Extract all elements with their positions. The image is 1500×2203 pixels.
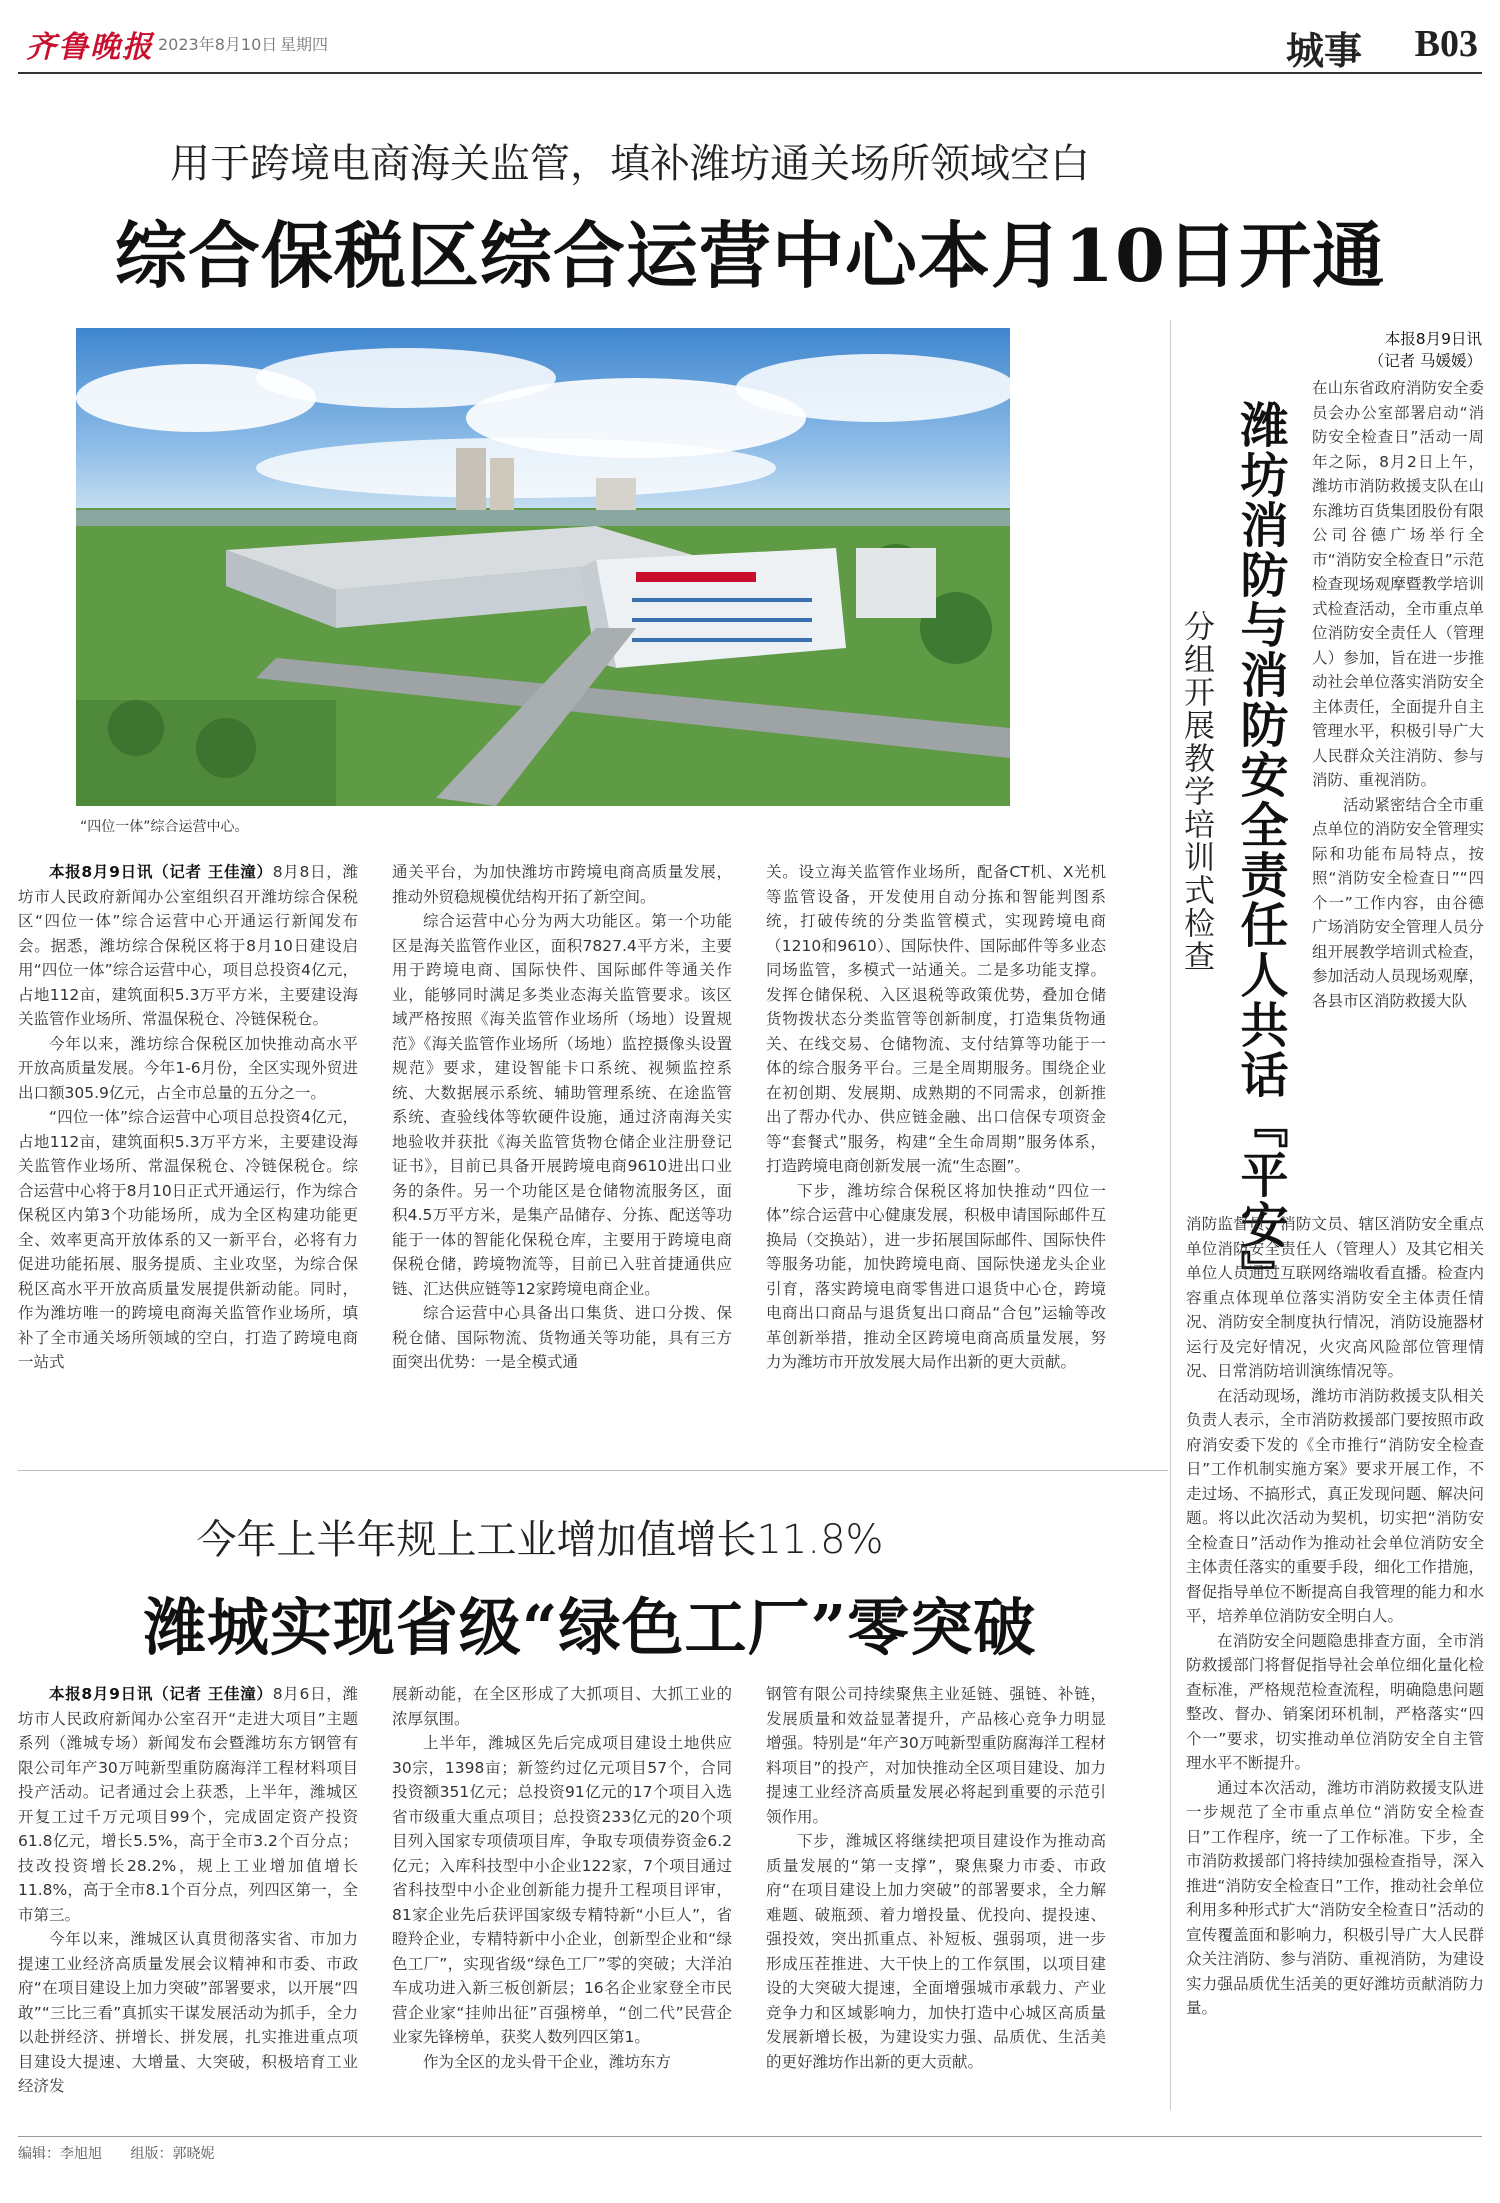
column-divider xyxy=(1170,320,1171,2110)
article2-column-2 xyxy=(392,1682,732,2122)
article1-column-2 xyxy=(392,860,732,1450)
page-footer xyxy=(18,2136,1482,2163)
paragraph: 上半年，潍城区先后完成项目建设土地供应30宗，1398亩；新签约过亿元项目57个，合同投资额351亿元；总投资91亿元的17个项目入选省市级重大重点项目；总投资233亿元的20个项目列入国家专项债项目库，争取专项债券资金6.2亿元；入库科技型中小企业122家，7个项目通过省科技型中小企业创新能力提升工程项目评审，81家企业先后获评国家级专精特新“小巨人”，省瞪羚企业，专精特新中小企业，创新型企业和“绿色工厂”，实现省级“绿色工厂”零的突破；大洋泊车成功进入新三板创新层；16名企业家登全市民营企业家“挂帅出征”百强榜单，“创二代”民营企业家先锋榜单，获奖人数列四区第1。 xyxy=(392,1734,732,2046)
paper-logo: 齐鲁晚报 xyxy=(26,30,154,65)
paragraph: 综合运营中心分为两大功能区。第一个功能区是海关监管作业区，面积7827.4平方米，主要用于跨境电商、国际快件、国际邮件等通关作业，能够同时满足多类业态海关监管要求。该区域严格按照《海关监管作业场所（场地）设置规范》《海关监管作业场所（场地）监控摄像头设置规范》要求，建设智能卡口系统、视频监控系统、大数据展示系统、辅助管理系统、在途监管系统、查验线体等软硬件设施，通过济南海关实地验收并获批《海关监管货物仓储企业注册登记证书》，目前已具备开展跨境电商9610进出口业务的条件。另一个功能区是仓储物流服务区，面积4.5万平方米，是集产品储存、分拣、配送等功能于一体的智能化保税仓库，主要用于跨境电商保税仓储，跨境物流等，目前已入驻首捷通供应链、汇达供应链等12家跨境电商企业。 xyxy=(392,912,732,1298)
paragraph: 作为全区的龙头骨干企业，潍坊东方 xyxy=(423,2052,672,2071)
paragraph: 在活动现场，潍坊市消防救援支队相关负责人表示，全市消防救援部门要按照市政府消安委下发的《全市推行“消防安全检查日”工作机制实施方案》要求开展工作，不走过场、不搞形式，真正发现问题、解决问题。将以此次活动为契机，切实把“消防安全检查日”活动作为推动社会单位消防安全主体责任落实的重要手段，细化工作措施，督促指导单位不断提高自我管理的能力和水平，培养单位消防安全明白人。 xyxy=(1186,1386,1484,1625)
article1-headline: 综合保税区综合运营中心本月10日开通 xyxy=(114,213,1386,298)
paragraph: 下步，潍城区将继续把项目建设作为推动高质量发展的“第一支撑”，聚焦聚力市委、市政府“在项目建设上加力突破”的部署要求，全力解难题、破瓶颈、着力增投量、优投向、提投速、强投效，突出抓重点、补短板、强弱项，进一步形成压茬推进、大干快上的工作氛围，以项目建设的大突破大提速，全面增强城市承载力、产业竞争力和区域影响力，加快打造中心城区高质量发展新增长极，为建设实力强、品质优、生活美的更好潍坊作出新的更大贡献。 xyxy=(766,1832,1106,2071)
paragraph: 关。设立海关监管作业场所，配备CT机、X光机等监管设备，开发使用自动分拣和智能判图系统，打破传统的分类监管模式，实现跨境电商（1210和9610）、国际快件、国际邮件等多业态同场监管，多模式一站通关。二是多功能支撑。发挥仓储保税、入区退税等政策优势，叠加仓储货物拨状态分类监管等创新制度，打造集货物通关、在线交易、仓储物流、支付结算等功能于一体的综合服务平台。三是全周期服务。围绕企业在初创期、发展期、成熟期的不同需求，创新推出了帮办代办、供应链金融、出口信保专项资金等“套餐式”服务，构建“全生命周期”服务体系，打造跨境电商创新发展一流“生态圈”。 xyxy=(766,863,1106,1175)
paragraph: 钢管有限公司持续聚焦主业延链、强链、补链，发展质量和效益显著提升，产品核心竞争力明显增强。特别是“年产30万吨新型重防腐海洋工程材料项目”的投产，对加快推动全区项目建设、加力提速工业经济高质量发展必将起到重要的示范引领作用。 xyxy=(766,1685,1106,1826)
paragraph: 今年以来，潍坊综合保税区加快推动高水平开放高质量发展。今年1-6月份，全区实现外贸进出口额305.9亿元，占全市总量的五分之一。 xyxy=(18,1034,358,1102)
paragraph: “四位一体”综合运营中心项目总投资4亿元，占地112亩，建筑面积5.3万平方米，主要建设海关监管作业场所、常温保税仓、冷链保税仓。综合运营中心将于8月10日正式开通运行，作为综合保税区内第3个功能场所，成为全区构建功能更全、效率更高开放体系的又一新平台，必将有力促进功能拓展、服务提质、主业攻坚，为综合保税区高水平开放高质量发展提供新动能。同时，作为潍坊唯一的跨境电商海关监管作业场所，填补了全市通关场所领域的空白，打造了跨境电商一站式 xyxy=(18,1108,358,1371)
publication-date: 2023年8月10日 xyxy=(158,35,278,54)
article2-column-3 xyxy=(766,1682,1106,2122)
paragraph: 活动紧密结合全市重点单位的消防安全管理实际和功能布局特点，按照“消防安全检查日”“四个一”工作内容，由谷德广场消防安全管理人员分组开展教学培训式检查，参加活动人员现场观摩，各县市区消防救援大队 xyxy=(1312,795,1484,1010)
article2-column-1 xyxy=(18,1682,358,2122)
article2-lead: 本报8月9日讯（记者 王佳潼） xyxy=(49,1685,273,1703)
paragraph: 通过本次活动，潍坊市消防救援支队进一步规范了全市重点单位“消防安全检查日”工作程序，统一了工作标准。下步，全市消防救援部门将持续加强检查指导，深入推进“消防安全检查日”工作，推动社会单位利用多种形式扩大“消防安全检查日”活动的宣传覆盖面和影响力，积极引导广大人民群众关注消防、参与消防、重视消防，为建设实力强品质优生活美的更好潍坊贡献消防力量。 xyxy=(1186,1778,1484,2017)
paragraph: 8月6日，潍坊市人民政府新闻办公室召开“走进大项目”主题系列（潍城专场）新闻发布会暨潍坊东方钢管有限公司年产30万吨新型重防腐海洋工程材料项目投产活动。记者通过会上获悉，上半年，潍城区开复工过千万元项目99个，完成固定资产投资61.8亿元，增长5.5%，高于全市3.2个百分点；技改投资增长28.2%，规上工业增加值增长11.8%，高于全市8.1个百分点，列四区第一，全市第三。 xyxy=(18,1685,358,1924)
section-name: 城事 xyxy=(1285,28,1362,73)
paragraph: 综合运营中心具备出口集货、进口分拨、保税仓储、国际物流、货物通关等功能，具有三方面突出优势：一是全模式通 xyxy=(392,1304,732,1371)
paragraph: 通关平台，为加快潍坊市跨境电商高质量发展，推动外贸稳规模优结构开拓了新空间。 xyxy=(392,863,732,906)
article1-photo xyxy=(76,328,1010,806)
article1-lead: 本报8月9日讯（记者 王佳潼） xyxy=(49,863,273,881)
article3-byline xyxy=(1369,328,1482,372)
section-divider xyxy=(18,1470,1168,1471)
article1-kicker: 用于跨境电商海关监管，填补潍坊通关场所领域空白 xyxy=(170,141,1090,187)
byline-date: 本报8月9日讯 xyxy=(1384,330,1482,348)
page-number: B03 xyxy=(1414,23,1478,65)
article3-headline: 潍坊消防与消防安全责任人共话『平安』 xyxy=(1232,400,1288,1300)
article1-column-3 xyxy=(766,860,1106,1450)
paragraph: 展新动能，在全区形成了大抓项目、大抓工业的浓厚氛围。 xyxy=(392,1685,732,1728)
article2-headline: 潍城实现省级“绿色工厂”零突破 xyxy=(143,1591,1037,1664)
masthead xyxy=(18,14,1482,74)
paragraph: 今年以来，潍城区认真贯彻落实省、市加力提速工业经济高质量发展会议精神和市委、市政府“在项目建设上加力突破”部署要求，以开展“四敢”“三比三看”真抓实干谋发展活动为抓手，全力以赴拼经济、拼增长、拼发展，扎实推进重点项目建设大提速、大增量、大突破，积极培育工业经济发 xyxy=(18,1930,358,2095)
article2-kicker: 今年上半年规上工业增加值增长11.8% xyxy=(196,1517,884,1563)
paragraph: 下步，潍坊综合保税区将加快推动“四位一体”综合运营中心健康发展，积极申请国际邮件互换局（交换站），进一步拓展国际邮件、国际快件等服务功能，加快跨境电商、国际快递龙头企业引育，落实跨境电商零售进口退货中心仓，跨境电商出口商品与退货复出口商品“合包”运输等改革创新举措，推动全区跨境电商高质量发展，努力为潍坊市开放发展大局作出新的更大贡献。 xyxy=(766,1181,1106,1371)
paragraph: 消防监督员、消防文员、辖区消防安全重点单位消防安全责任人（管理人）及其它相关单位人员通过互联网络端收看直播。检查内容重点体现单位落实消防安全主体责任情况、消防安全制度执行情况，消防设施器材运行及完好情况，火灾高风险部位管理情况、日常消防培训演练情况等。 xyxy=(1186,1215,1484,1380)
article3-column-2 xyxy=(1186,1212,1484,2108)
layout-credit: 组版：郭晓妮 xyxy=(130,2146,215,2162)
editor-credit: 编辑：李旭旭 xyxy=(18,2146,102,2162)
publication-weekday: 星期四 xyxy=(280,35,329,54)
article3-subtitle: 分组开展教学培训式检查 xyxy=(1178,610,1214,973)
byline-reporter: （记者 马媛媛） xyxy=(1368,352,1482,370)
photo-caption: “四位一体”综合运营中心。 xyxy=(80,819,249,835)
paragraph: 在消防安全问题隐患排查方面，全市消防救援部门将督促指导社会单位细化量化检查标准，严格规范检查流程，明确隐患问题整改、督办、销案闭环机制，严格落实“四个一”要求，切实推动单位消防安全自主管理水平不断提升。 xyxy=(1186,1631,1484,1772)
paragraph: 在山东省政府消防安全委员会办公室部署启动“消防安全检查日”活动一周年之际，8月2日上午，潍坊市消防救援支队在山东潍坊百货集团股份有限公司谷德广场举行全市“消防安全检查日”示范检查现场观摩暨教学培训式检查活动，全市重点单位消防安全责任人（管理人）参加，旨在进一步推动社会单位落实消防安全主体责任，全面提升自主管理水平，积极引导广大人民群众关注消防、参与消防、重视消防。 xyxy=(1312,379,1484,789)
paragraph: 8月8日，潍坊市人民政府新闻办公室组织召开潍坊综合保税区“四位一体”综合运营中心开通运行新闻发布会。据悉，潍坊综合保税区将于8月10日建设启用“四位一体”综合运营中心，项目总投资4亿元，占地112亩，建筑面积5.3万平方米，主要建设海关监管作业场所、常温保税仓、冷链保税仓。 xyxy=(18,863,358,1028)
article3-column-1 xyxy=(1312,376,1484,1198)
article1-column-1 xyxy=(18,860,358,1450)
